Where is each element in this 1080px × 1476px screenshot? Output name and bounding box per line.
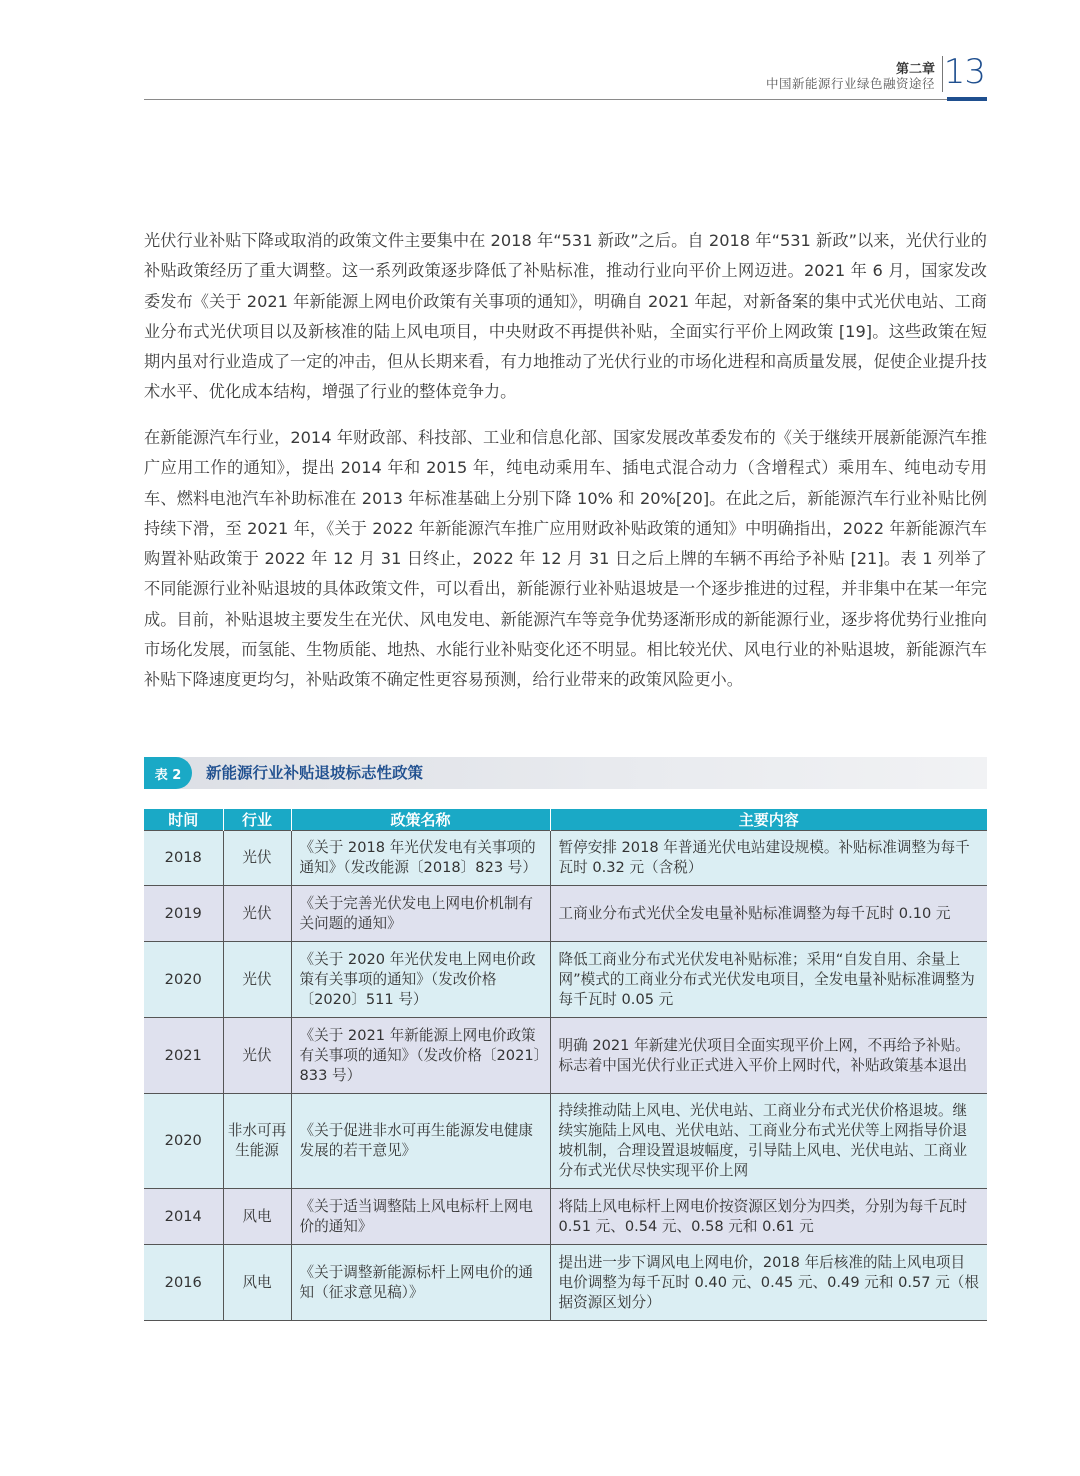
column-header-industry: 行业	[223, 809, 291, 831]
cell-industry: 光伏	[223, 1018, 291, 1094]
cell-content: 将陆上风电标杆上网电价按资源区划分为四类，分别为每千瓦时 0.51 元、0.54 元、0.58 元和 0.61 元	[550, 1189, 987, 1245]
column-header-content: 主要内容	[550, 809, 987, 831]
cell-policy: 《关于促进非水可再生能源发电健康发展的若干意见》	[291, 1094, 550, 1189]
cell-content: 降低工商业分布式光伏发电补贴标准；采用“自发自用、余量上网”模式的工商业分布式光伏发电项目，全发电量补贴标准调整为每千瓦时 0.05 元	[550, 942, 987, 1018]
header-rule	[144, 99, 987, 100]
cell-industry: 非水可再生能源	[223, 1094, 291, 1189]
chapter-label: 第二章	[895, 62, 935, 77]
page-number: 13	[943, 52, 985, 92]
policy-table	[144, 809, 987, 1321]
cell-policy: 《关于 2018 年光伏发电有关事项的通知》（发改能源〔2018〕823 号）	[291, 831, 550, 886]
cell-year: 2020	[144, 942, 223, 1018]
cell-industry: 风电	[223, 1245, 291, 1321]
table-row	[144, 1245, 987, 1321]
column-header-year: 时间	[144, 809, 223, 831]
table-row	[144, 831, 987, 886]
chapter-subtitle: 中国新能源行业绿色融资途径	[765, 76, 935, 91]
cell-content: 持续推动陆上风电、光伏电站、工商业分布式光伏价格退坡。继续实施陆上风电、光伏电站、工商业分布式光伏等上网指导价退坡机制，合理设置退坡幅度，引导陆上风电、光伏电站、工商业分布式光伏尽快实现平价上网	[550, 1094, 987, 1189]
table-title: 新能源行业补贴退坡标志性政策	[206, 764, 424, 782]
cell-policy: 《关于调整新能源标杆上网电价的通知（征求意见稿）》	[291, 1245, 550, 1321]
table-row	[144, 1018, 987, 1094]
table-caption-bar	[144, 757, 987, 789]
header-accent-bar	[947, 97, 987, 101]
table-row	[144, 886, 987, 942]
column-header-policy: 政策名称	[291, 809, 550, 831]
cell-industry: 风电	[223, 1189, 291, 1245]
cell-content: 暂停安排 2018 年普通光伏电站建设规模。补贴标准调整为每千瓦时 0.32 元（含税）	[550, 831, 987, 886]
cell-year: 2016	[144, 1245, 223, 1321]
cell-policy: 《关于 2021 年新能源上网电价政策有关事项的通知》（发改价格〔2021〕833 号）	[291, 1018, 550, 1094]
cell-content: 工商业分布式光伏全发电量补贴标准调整为每千瓦时 0.10 元	[550, 886, 987, 942]
table-number-tag: 表 2	[144, 757, 192, 789]
cell-year: 2019	[144, 886, 223, 942]
cell-content: 明确 2021 年新建光伏项目全面实现平价上网，不再给予补贴。标志着中国光伏行业正式进入平价上网时代，补贴政策基本退出	[550, 1018, 987, 1094]
table-header-row	[144, 809, 987, 831]
cell-content: 提出进一步下调风电上网电价，2018 年后核准的陆上风电项目电价调整为每千瓦时 0.40 元、0.45 元、0.49 元和 0.57 元（根据资源区划分）	[550, 1245, 987, 1321]
cell-policy: 《关于完善光伏发电上网电价机制有关问题的通知》	[291, 886, 550, 942]
cell-industry: 光伏	[223, 831, 291, 886]
cell-year: 2014	[144, 1189, 223, 1245]
cell-policy: 《关于 2020 年光伏发电上网电价政策有关事项的通知》（发改价格〔2020〕511 号）	[291, 942, 550, 1018]
cell-year: 2021	[144, 1018, 223, 1094]
table-row	[144, 1094, 987, 1189]
cell-policy: 《关于适当调整陆上风电标杆上网电价的通知》	[291, 1189, 550, 1245]
table-row	[144, 942, 987, 1018]
table-row	[144, 1189, 987, 1245]
cell-industry: 光伏	[223, 942, 291, 1018]
body-paragraph-2: 在新能源汽车行业，2014 年财政部、科技部、工业和信息化部、国家发展改革委发布的《关于继续开展新能源汽车推广应用工作的通知》，提出 2014 年和 2015 年，纯电动乘用车、插电式混合动力（含增程式）乘用车、纯电动专用车、燃料电池汽车补助标准在 2013 年标准基础上分别下降 10% 和 20%[20]。在此之后，新能源汽车行业补贴比例持续下滑，至 2021 年，《关于 2022 年新能源汽车推广应用财政补贴政策的通知》中明确指出，2022 年新能源汽车购置补贴政策于 2022 年 12 月 31 日终止，2022 年 12 月 31 日之后上牌的车辆不再给予补贴 [21]。表 1 列举了不同能源行业补贴退坡的具体政策文件，可以看出，新能源行业补贴退坡是一个逐步推进的过程，并非集中在某一年完成。目前，补贴退坡主要发生在光伏、风电发电、新能源汽车等竞争优势逐渐形成的新能源行业，逐步将优势行业推向市场化发展，而氢能、生物质能、地热、水能行业补贴变化还不明显。相比较光伏、风电行业的补贴退坡，新能源汽车补贴下降速度更均匀，补贴政策不确定性更容易预测，给行业带来的政策风险更小。	[144, 428, 987, 690]
cell-year: 2018	[144, 831, 223, 886]
cell-year: 2020	[144, 1094, 223, 1189]
body-paragraph-1: 光伏行业补贴下降或取消的政策文件主要集中在 2018 年“531 新政”之后。自 2018 年“531 新政”以来，光伏行业的补贴政策经历了重大调整。这一系列政策逐步降低了补贴标准，推动行业向平价上网迈进。2021 年 6 月，国家发改委发布《关于 2021 年新能源上网电价政策有关事项的通知》，明确自 2021 年起，对新备案的集中式光伏电站、工商业分布式光伏项目以及新核准的陆上风电项目，中央财政不再提供补贴，全面实行平价上网政策 [19]。这些政策在短期内虽对行业造成了一定的冲击，但从长期来看，有力地推动了光伏行业的市场化进程和高质量发展，促使企业提升技术水平、优化成本结构，增强了行业的整体竞争力。	[144, 231, 987, 402]
cell-industry: 光伏	[223, 886, 291, 942]
page-header	[144, 54, 987, 104]
